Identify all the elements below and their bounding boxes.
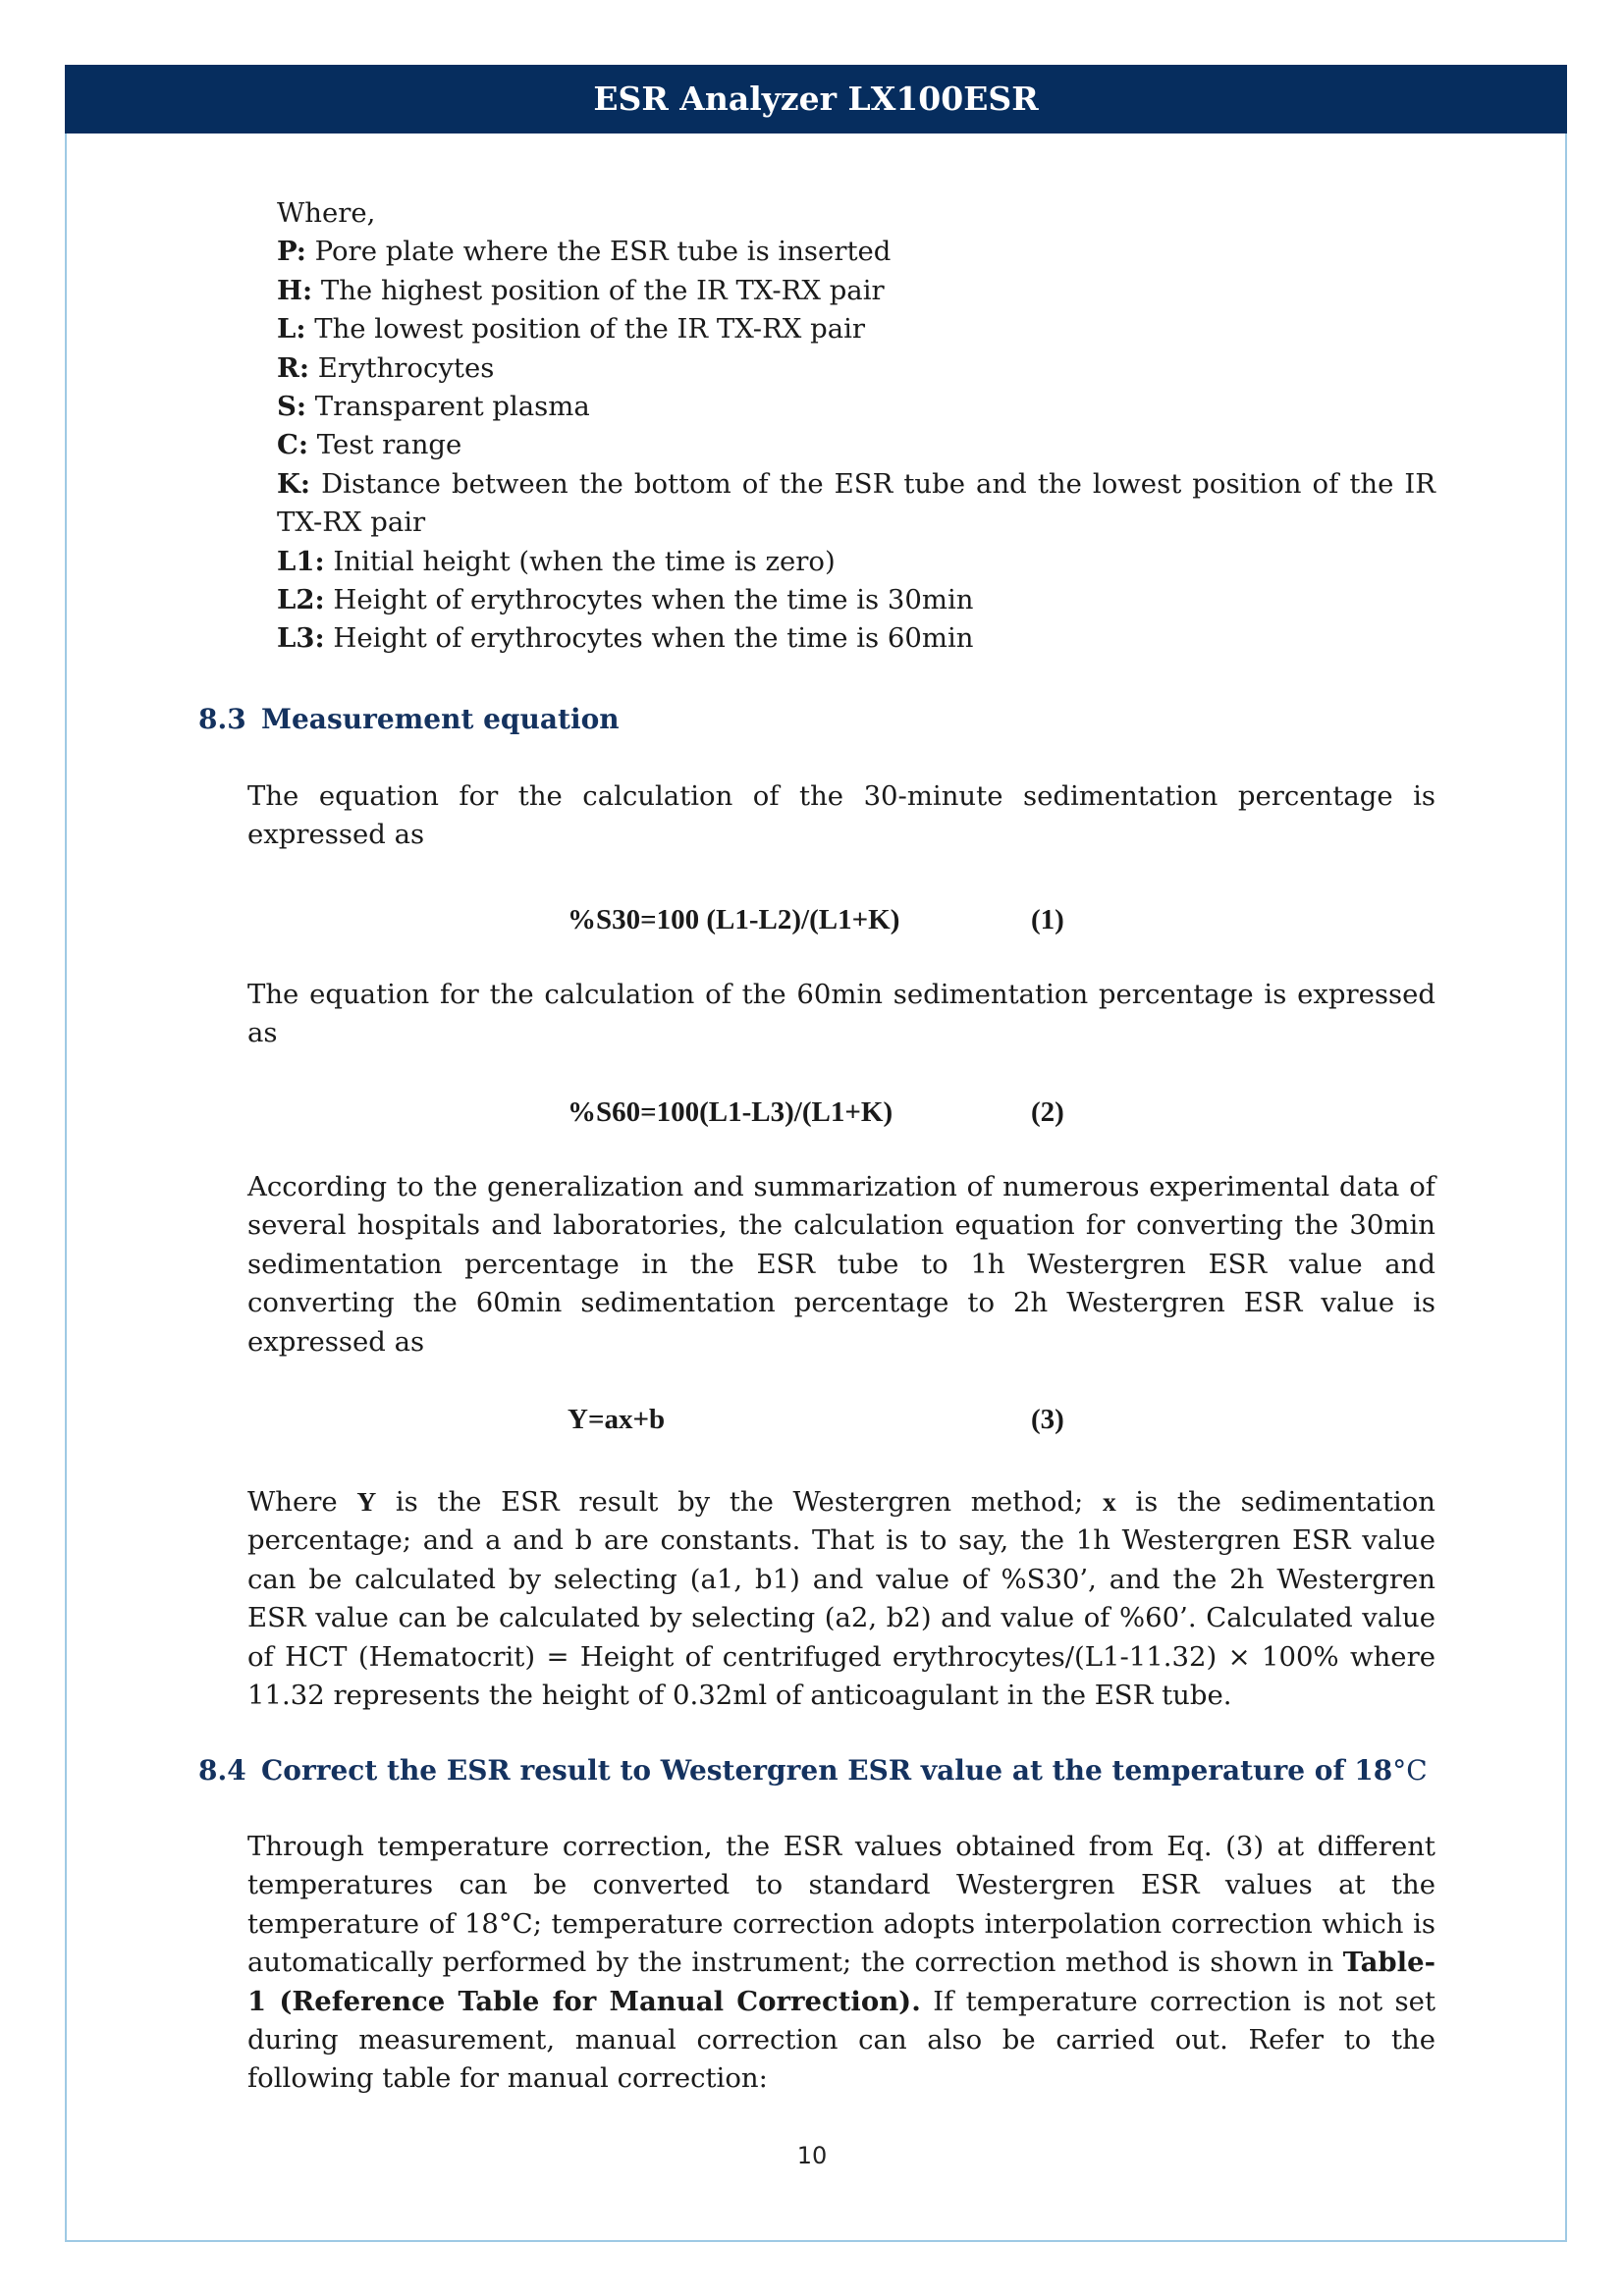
definition-term: L2: [277, 584, 325, 616]
definition-item [277, 581, 1435, 619]
definition-text: Height of erythrocytes when the time is 60min [324, 622, 974, 655]
definition-item [277, 349, 1435, 388]
definition-text: Initial height (when the time is zero) [324, 545, 836, 577]
text-run: Through temperature correction, the ESR values obtained from Eq. (3) at different temperatures can be converted to standard Westergren ESR values at the temperature of 18°C; temperature correction adopts interpolation correction which is automatically performed by the instrument; the correction method is shown in [247, 1831, 1435, 1979]
definition-text: Test range [308, 429, 462, 461]
definition-text: Erythrocytes [309, 351, 495, 384]
section-title: Correct the ESR result to Westergren ESR value at the temperature of 18 [261, 1754, 1393, 1787]
section-number: 8.4 [198, 1754, 246, 1787]
definition-item [277, 465, 1435, 543]
definition-term: C: [277, 429, 309, 461]
section-title: Measurement equation [261, 703, 620, 735]
table-reference: Table-1 (Reference Table for Manual Correction). [247, 1947, 1435, 2017]
equation-1 [568, 900, 1064, 939]
paragraph-s60-intro: The equation for the calculation of the 60min sedimentation percentage is expressed as [247, 979, 1435, 1049]
equation-3 [568, 1400, 1064, 1439]
degree-unit: °C [1392, 1754, 1428, 1787]
definition-term: K: [277, 467, 311, 500]
definition-term: H: [277, 274, 313, 306]
definition-term: P: [277, 236, 306, 268]
section-heading-8-4 [198, 1751, 1428, 1790]
equation-2 [568, 1093, 1064, 1132]
definition-list [277, 194, 1435, 659]
definition-term: L1: [277, 545, 325, 577]
document-header: ESR Analyzer LX100ESR [65, 65, 1567, 133]
definition-term: L3: [277, 622, 325, 655]
paragraph-westergren-conversion: According to the generalization and summarization of numerous experimental data of several hospitals and laboratories, the calculation equation for converting the 30min sedimentation percentage in the ESR tube to 1h Westergren ESR value and converting the 60min sedimentation percentage to 2h Westergren ESR value is expressed as [247, 1171, 1435, 1358]
variable-y: Y [356, 1486, 377, 1517]
definition-item [277, 310, 1435, 348]
equation-number: (1) [1031, 904, 1064, 935]
definition-text: The highest position of the IR TX-RX pair [312, 274, 885, 306]
section-number: 8.3 [198, 703, 246, 735]
definition-item [277, 426, 1435, 464]
section-heading-8-3 [198, 700, 620, 739]
equation-formula: %S60=100(L1-L3)/(L1+K) [568, 1096, 893, 1128]
definition-item [277, 619, 1435, 658]
paragraph-s30-intro: The equation for the calculation of the 30-minute sedimentation percentage is expressed as [247, 780, 1435, 851]
text-run: Where [247, 1486, 357, 1518]
definition-text: Height of erythrocytes when the time is 30min [324, 584, 974, 616]
paragraph-temperature-correction [247, 1828, 1435, 2099]
definition-item [277, 272, 1435, 310]
definition-text: Distance between the bottom of the ESR tube and the lowest position of the IR TX-RX pair [277, 467, 1435, 539]
definition-text: Transparent plasma [306, 391, 590, 423]
equation-formula: %S30=100 (L1-L2)/(L1+K) [568, 904, 900, 935]
definition-intro: Where, [277, 197, 376, 229]
page-number: 10 [796, 2142, 828, 2169]
definition-term: L: [277, 313, 306, 346]
paragraph-variables [247, 1482, 1435, 1715]
definition-item [277, 543, 1435, 581]
equation-number: (3) [1031, 1404, 1064, 1435]
equation-number: (2) [1031, 1096, 1064, 1128]
variable-x: x [1102, 1486, 1116, 1517]
definition-term: S: [277, 391, 307, 423]
definition-text: Pore plate where the ESR tube is inserted [305, 236, 892, 268]
definition-term: R: [277, 351, 310, 384]
text-run: If temperature correction is not set during measurement, manual correction can also be carried out. Refer to the following table for manual correction: [247, 1985, 1435, 2095]
text-run: is the sedimentation percentage; and a and b are constants. That is to say, the 1h Westergren ESR value can be calculated by selecting (a1, b1) and value of %S30’, and the 2h Westergren ESR value can be calculated by selecting (a2, b2) and value of %60’. Calculated value of HCT (Hematocrit) = Height of centrifuged erythrocytes/(L1-11.32) × 100% where 11.32 represents the height of 0.32ml of anticoagulant in the ESR tube. [247, 1486, 1435, 1712]
definition-item [277, 388, 1435, 426]
definition-item [277, 233, 1435, 271]
equation-formula: Y=ax+b [568, 1404, 666, 1435]
text-run: is the ESR result by the Westergren method; [376, 1486, 1103, 1518]
definition-text: The lowest position of the IR TX-RX pair [305, 313, 866, 346]
